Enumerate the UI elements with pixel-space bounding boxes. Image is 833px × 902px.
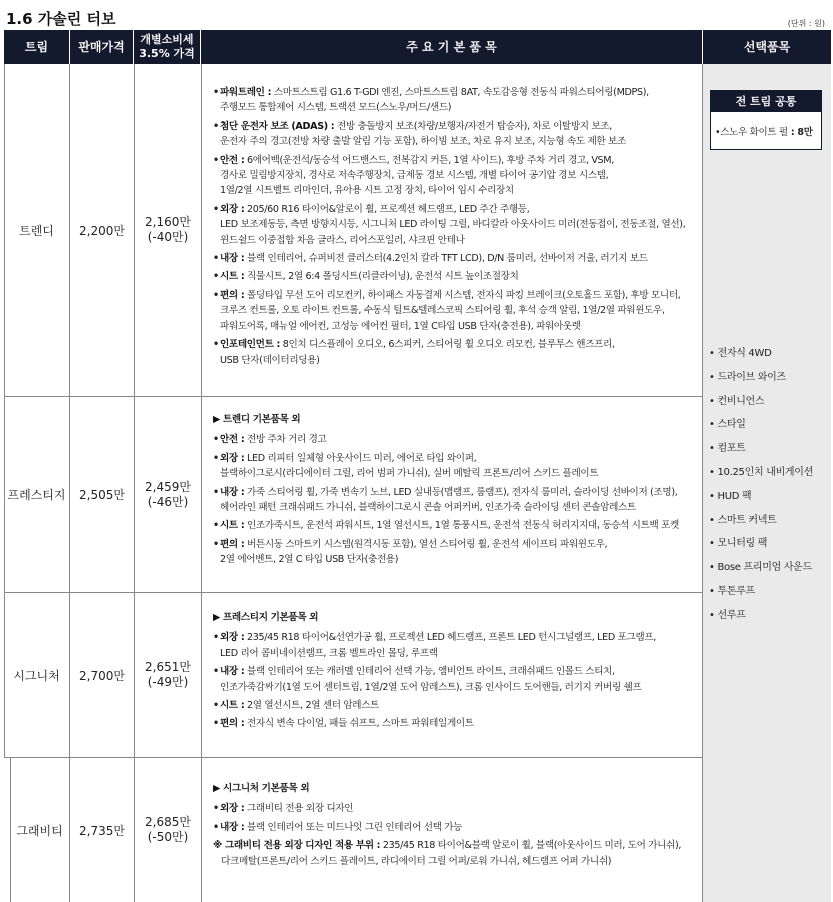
grid-line	[201, 64, 202, 902]
trim-name: 그래비티	[16, 823, 63, 838]
feature-item: • 인포테인먼트 : 8인치 디스플레이 오디오, 6스피커, 스티어링 휠 오디오 리모컨, 블루투스 핸즈프리, USB 단자(데이터리딩용)	[213, 339, 615, 366]
tax-price-value: 2,459만	[145, 479, 191, 494]
option-item: • 선루프	[709, 609, 746, 621]
feature-item: • 시트 : 2열 열선시트, 2열 센터 암레스트	[213, 700, 380, 712]
header-tax-price	[134, 30, 200, 64]
feature-item: • 외장 : LED 리피터 일체형 아웃사이드 미러, 에어로 타입 와이퍼, 블랙하이그로시(라디에이터 그릴, 리어 범퍼 가니쉬), 실버 메탈릭 프론트/리어 스키드 플레이트	[213, 452, 599, 480]
header-trim: 트림	[4, 30, 69, 64]
trim-name: 트렌디	[19, 223, 54, 238]
option-item: • 드라이브 와이즈	[709, 371, 786, 383]
feature-item: • 첨단 운전자 보조 (ADAS) : 전방 충돌방지 보조(차량/보행자/자전거 탑승자), 차로 이탈방지 보조, 운전자 주의 경고(전방 차량 출발 알림 기능 포함), 하이빔 보조, 차로 유지 보조, 지능형 속도 제한 보조	[213, 120, 626, 148]
option-item: • Bose 프리미엄 사운드	[709, 562, 812, 574]
feature-item: • 편의 : 전자식 변속 다이얼, 패들 쉬프트, 스마트 파워테일게이트	[213, 718, 474, 730]
common-option-name: •스노우 화이트 펄	[715, 126, 788, 138]
features-gravity	[213, 781, 701, 872]
feature-item: • 내장 : 가죽 스티어링 휠, 가죽 변속기 노브, LED 실내등(맵램프, 룸램프), 전자식 룸미러, 슬라이딩 선바이저 (조명), 헤어라인 패턴 크래쉬패드 가니쉬, 블랙하이그로시 콘솔 어퍼커버, 인조가죽 슬라이딩 센터 콘솔암레스트	[213, 486, 678, 514]
trim-tax-price	[135, 64, 201, 396]
header-tax-line1: 개별소비세	[140, 33, 194, 46]
feature-item: • 내장 : 블랙 인테리어, 슈퍼비전 클러스터(4.2인치 칼라 TFT LCD), D/N 룸미러, 선바이저 거울, 러기지 보드	[213, 253, 648, 265]
features-signature	[213, 610, 701, 735]
page-title: 1.6 가솔린 터보	[6, 10, 116, 28]
unit-note: (단위 : 원)	[787, 19, 825, 28]
basic-items-heading: ▶ 프레스티지 기본품목 외	[213, 612, 319, 623]
header-price: 판매가격	[70, 30, 133, 64]
option-item: • 투톤루프	[709, 585, 755, 597]
option-item: • 컨비니언스	[709, 395, 765, 407]
feature-item: • 외장 : 205/60 R16 타이어&알로이 휠, 프로젝션 헤드램프, LED 주간 주행등, LED 보조제동등, 측면 방향지시등, 시그니처 LED 라이팅 그릴, 바디칼라 아웃사이드 미러(전동접이, 전동조절, 열선), 윈드쉴드 이중접합 차음 글라스, 리어스포일러, 샤크핀 안테나	[213, 203, 686, 246]
common-options-title: 전 트림 공통	[710, 90, 822, 111]
features-trendy	[213, 85, 701, 371]
feature-item: • 외장 : 그래비티 전용 외장 디자인	[213, 803, 354, 815]
trim-price: 2,200만	[79, 223, 125, 238]
tax-price-diff: (-40만)	[147, 230, 189, 244]
basic-items-heading: ▶ 트렌디 기본품목 외	[213, 414, 301, 425]
feature-item: • 안전 : 전방 주차 거리 경고	[213, 434, 327, 446]
trim-name: 시그니처	[13, 668, 60, 683]
feature-item: • 외장 : 235/45 R18 타이어&선연가공 휠, 프로젝션 LED 헤드램프, 프론트 LED 턴시그널램프, LED 포그램프, LED 리어 콤비네이션램프, 크롬 벨트라인 몰딩, 루프랙	[213, 632, 656, 659]
feature-item: • 편의 : 폴딩타입 무선 도어 리모컨키, 하이패스 자동결제 시스템, 전자식 파킹 브레이크(오토홀드 포함), 후방 모니터, 크루즈 컨트롤, 오토 라이트 컨트롤, 수동식 틸트&텔레스코픽 스티어링 휠, 후석 승객 알림, 1열/2열 파워윈도우, 파워도어록, 매뉴얼 에어컨, 고성능 에어컨 필터, 1열 C타입 USB 단자(충전용), 파워아웃렛	[213, 289, 681, 332]
option-list	[709, 342, 813, 628]
basic-items-heading: ▶ 시그니처 기본품목 외	[213, 783, 310, 794]
feature-item: • 편의 : 버튼시동 스마트키 시스템(원격시동 포함), 열선 스티어링 휠, 운전석 세이프티 파워윈도우, 2열 에어벤트, 2열 C 타입 USB 단자(충전용)	[213, 538, 608, 566]
trim-name: 프레스티지	[7, 488, 66, 502]
header-options: 선택품목	[703, 30, 831, 64]
common-option-price: : 8만	[790, 126, 813, 138]
option-item: • 스마트 커넥트	[709, 514, 777, 526]
header-tax-line2: 3.5% 가격	[139, 47, 195, 60]
features-prestige	[213, 412, 701, 571]
tax-price-diff: (-46만)	[147, 494, 189, 509]
trim-tax-price	[135, 758, 201, 902]
option-item: • 스타일	[709, 419, 746, 431]
trim-tax-price	[135, 593, 201, 757]
tax-price-diff: (-50만)	[147, 830, 189, 844]
option-item: • 전자식 4WD	[709, 348, 772, 359]
trim-tax-price	[135, 397, 201, 592]
tax-price-value: 2,651만	[145, 660, 191, 674]
option-item: • 10.25인치 내비게이션	[709, 466, 814, 478]
common-option-item	[710, 111, 822, 150]
gravity-design-note: ※ 그래비티 전용 외장 디자인 적용 부위 : 235/45 R18 타이어&블랙 알로이 휠, 블랙(아웃사이드 미러, 도어 가니쉬), 다크메탈(프론트/리어 스키드 플레이트, 라디에이터 그릴 어퍼/로워 가니쉬, 헤드램프 어퍼 가니쉬)	[213, 840, 682, 867]
tax-price-value: 2,160만	[145, 215, 191, 229]
feature-item: • 안전 : 6에어백(운전석/동승석 어드밴스드, 전복감지 커튼, 1열 사이드), 후방 주차 거리 경고, VSM, 경사로 밀림방지장치, 경사로 저속주행장치, 급제동 경보 시스템, 개별 타이어 공기압 경보 시스템, 1열/2열 시트벨트 리마인더, 유아용 시트 고정 장치, 타이어 임시 수리장치	[213, 154, 614, 197]
option-item: • 컴포트	[709, 443, 746, 455]
tax-price-diff: (-49만)	[147, 675, 189, 689]
trim-price: 2,700만	[79, 668, 125, 683]
feature-item: • 시트 : 직물시트, 2열 6:4 폴딩시트(리클라이닝), 운전석 시트 높이조절장치	[213, 271, 519, 283]
feature-item: • 내장 : 블랙 인테리어 또는 캐러멜 인테리어 선택 가능, 앰비언트 라이트, 크래쉬패드 인몰드 스티치, 인조가죽감싸기(1열 도어 센터트림, 1열/2열 도어 암레스트), 크롬 인사이드 도어핸들, 러기지 커버링 쉘프	[213, 666, 642, 693]
tax-price-value: 2,685만	[145, 815, 191, 829]
header-features: 주 요 기 본 품 목	[201, 30, 702, 64]
trim-price: 2,735만	[79, 823, 125, 838]
grid-line	[702, 64, 703, 902]
option-item: • 모니터링 팩	[709, 538, 768, 550]
option-item: • HUD 팩	[709, 490, 752, 502]
feature-item: • 파워트레인 : 스마트스트림 G1.6 T-GDI 엔진, 스마트스트림 8AT, 속도감응형 전동식 파워스티어링(MDPS), 주행모드 통합제어 시스템, 트랙션 모드(스노우/머드/샌드)	[213, 87, 649, 114]
feature-item: • 내장 : 블랙 인테리어 또는 미드나잇 그린 인테리어 선택 가능	[213, 821, 463, 833]
feature-item: • 시트 : 인조가죽시트, 운전석 파워시트, 1열 열선시트, 1열 통풍시트, 운전석 전동식 허리지지대, 동승석 시트백 포켓	[213, 520, 679, 532]
trim-price: 2,505만	[79, 488, 125, 502]
